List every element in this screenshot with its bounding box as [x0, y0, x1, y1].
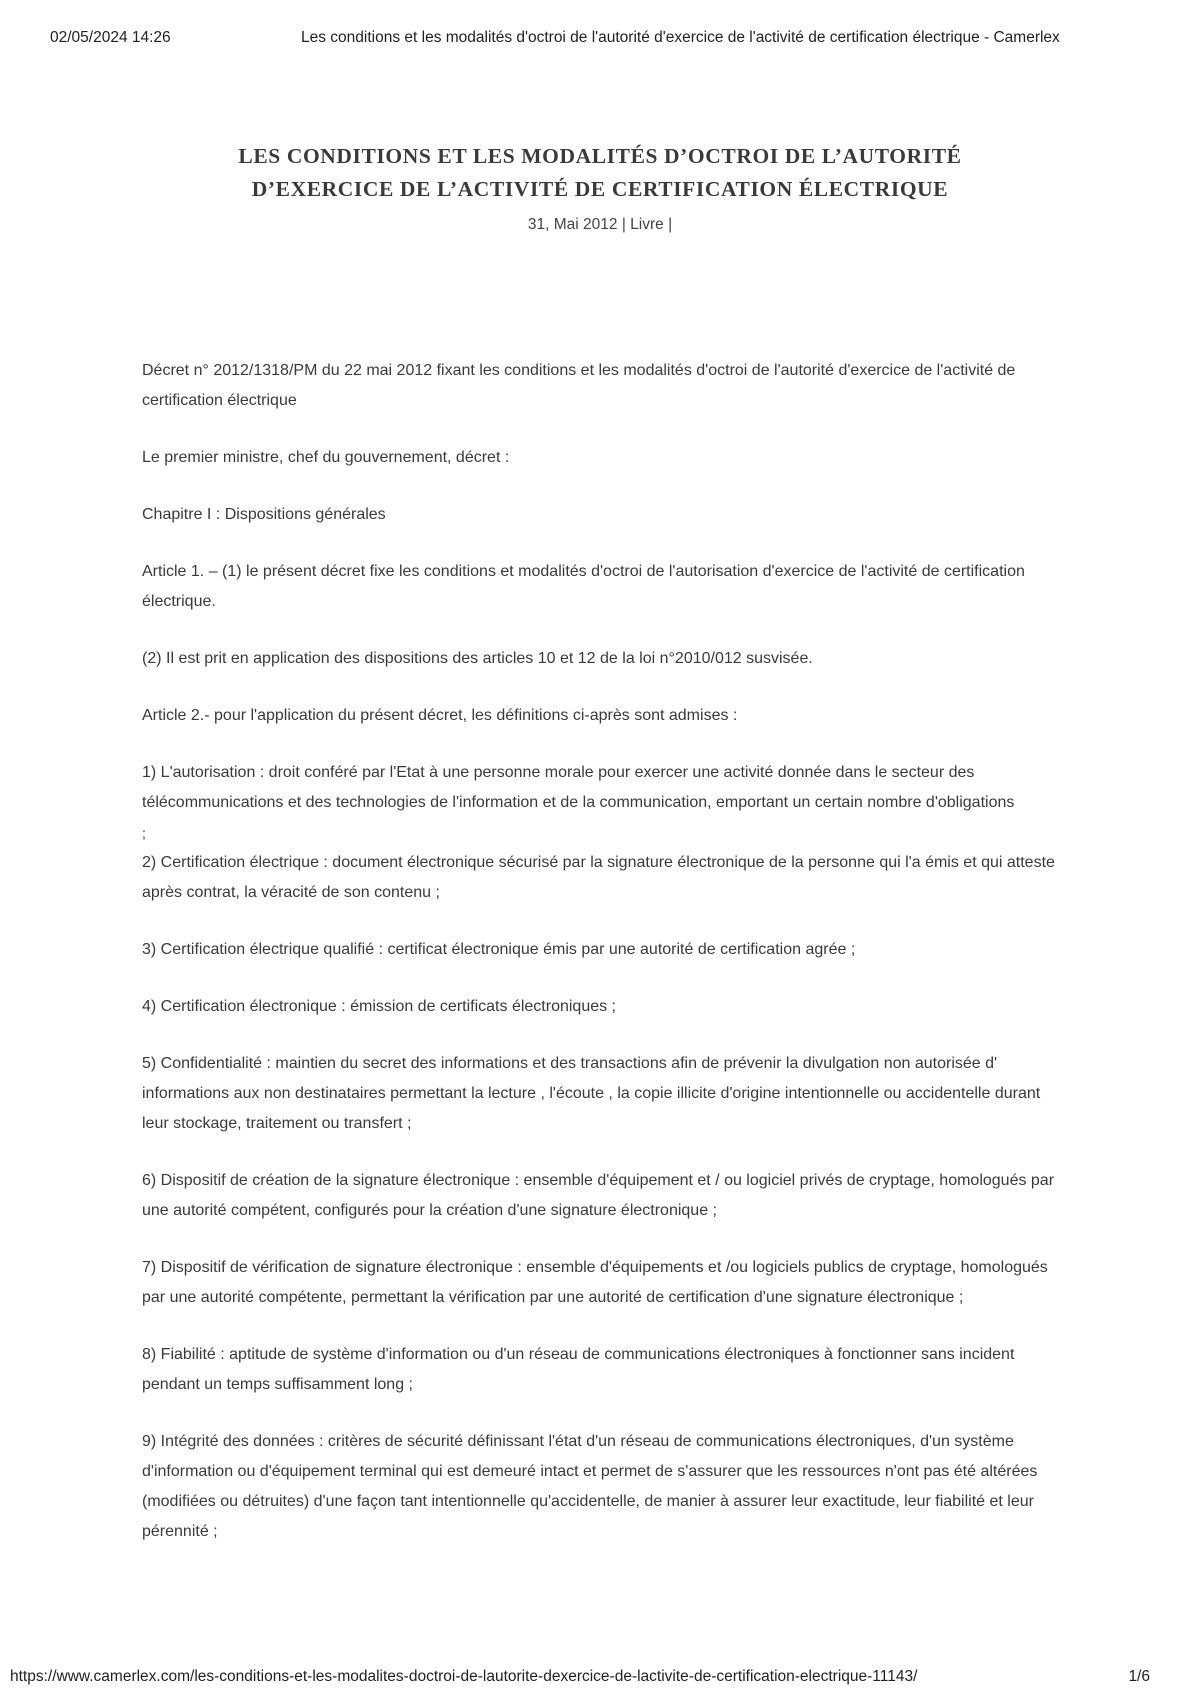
definition-2-paragraph: 2) Certification électrique : document électronique sécurisé par la signature électronique de la personne qui l'a émis et qui atteste après contrat, la véracité de son contenu ;: [142, 854, 1055, 901]
article-1-paragraph: Article 1. – (1) le présent décret fixe les conditions et modalités d'octroi de l'autorisation d'exercice de l'activité de certification électrique.: [142, 563, 1025, 610]
article-meta: [0, 216, 1200, 234]
print-datetime: 02/05/2024 14:26: [50, 29, 171, 46]
article-1-subparagraph-2: (2) Il est prit en application des dispositions des articles 10 et 12 de la loi n°2010/012 susvisée.: [142, 650, 813, 667]
definition-3-paragraph: 3) Certification électrique qualifié : certificat électronique émis par une autorité de certification agrée ;: [142, 941, 856, 958]
definition-5-paragraph: 5) Confidentialité : maintien du secret des informations et des transactions afin de prévenir la divulgation non autorisée d' informations aux non destinataires permettant la lecture , l'écoute , la copie illicite d'origine intentionnelle ou accidentelle durant leur stockage, traitement ou transfert ;: [142, 1055, 1041, 1132]
definition-6-paragraph: 6) Dispositif de création de la signature électronique : ensemble d'équipement et / ou logiciel privés de cryptage, homologués par une autorité compétent, configurés pour la création d'une signature électronique ;: [142, 1172, 1055, 1219]
definition-9-paragraph: 9) Intégrité des données : critères de sécurité définissant l'état d'un réseau de communications électroniques, d'un système d'information ou d'équipement terminal qui est demeuré intact et permet de s'assurer que les ressources n'ont pas été altérées (modifiées ou détruites) d'une façon tant intentionnelle qu'accidentelle, de manier à assurer leur exactitude, leur fiabilité et leur pérennité ;: [142, 1433, 1038, 1540]
print-footer: [10, 1668, 1150, 1698]
article-2-paragraph: Article 2.- pour l'application du présent décret, les définitions ci-après sont admises :: [142, 707, 738, 724]
definition-1-terminator: ;: [142, 825, 146, 841]
article-body: [142, 356, 1067, 1574]
definition-1-paragraph: 1) L'autorisation : droit conféré par l'Etat à une personne morale pour exercer une activité donnée dans le secteur des télécommunications et des technologies de l'information et de la communication, emportant un certain nombre d'obligations: [142, 764, 1015, 811]
print-page-number: 1/6: [1128, 1668, 1150, 1685]
article-title-text: LES CONDITIONS ET LES MODALITÉS D’OCTROI DE L’AUTORITÉ D’EXERCICE DE L’ACTIVITÉ DE CERTIFICATION ÉLECTRIQUE: [238, 144, 962, 201]
article-title: [0, 140, 1200, 206]
definition-4-paragraph: 4) Certification électronique : émission de certificats électroniques ;: [142, 998, 616, 1015]
decree-preamble-paragraph: Le premier ministre, chef du gouvernement, décret :: [142, 449, 510, 466]
definition-7-paragraph: 7) Dispositif de vérification de signature électronique : ensemble d'équipements et /ou logiciels publics de cryptage, homologués par une autorité compétente, permettant la vérification par une autorité de certification d'une signature électronique ;: [142, 1259, 1048, 1306]
article-date-category: 31, Mai 2012 | Livre |: [527, 216, 673, 233]
print-page-title: Les conditions et les modalités d'octroi de l'autorité d'exercice de l'activité de certification électrique - Camerlex: [301, 29, 1060, 46]
definition-8-paragraph: 8) Fiabilité : aptitude de système d'information ou d'un réseau de communications électroniques à fonctionner sans incident pendant un temps suffisamment long ;: [142, 1346, 1015, 1393]
print-url: https://www.camerlex.com/les-conditions-et-les-modalites-doctroi-de-lautorite-dexercice-de-lactivite-de-certification-electrique-11143/: [10, 1668, 918, 1685]
print-header: [50, 29, 1150, 51]
article-header: [0, 140, 1200, 234]
decree-intro-paragraph: Décret n° 2012/1318/PM du 22 mai 2012 fixant les conditions et les modalités d'octroi de l'autorité d'exercice de l'activité de certification électrique: [142, 362, 1016, 409]
chapter-heading: Chapitre I : Dispositions générales: [142, 506, 386, 523]
